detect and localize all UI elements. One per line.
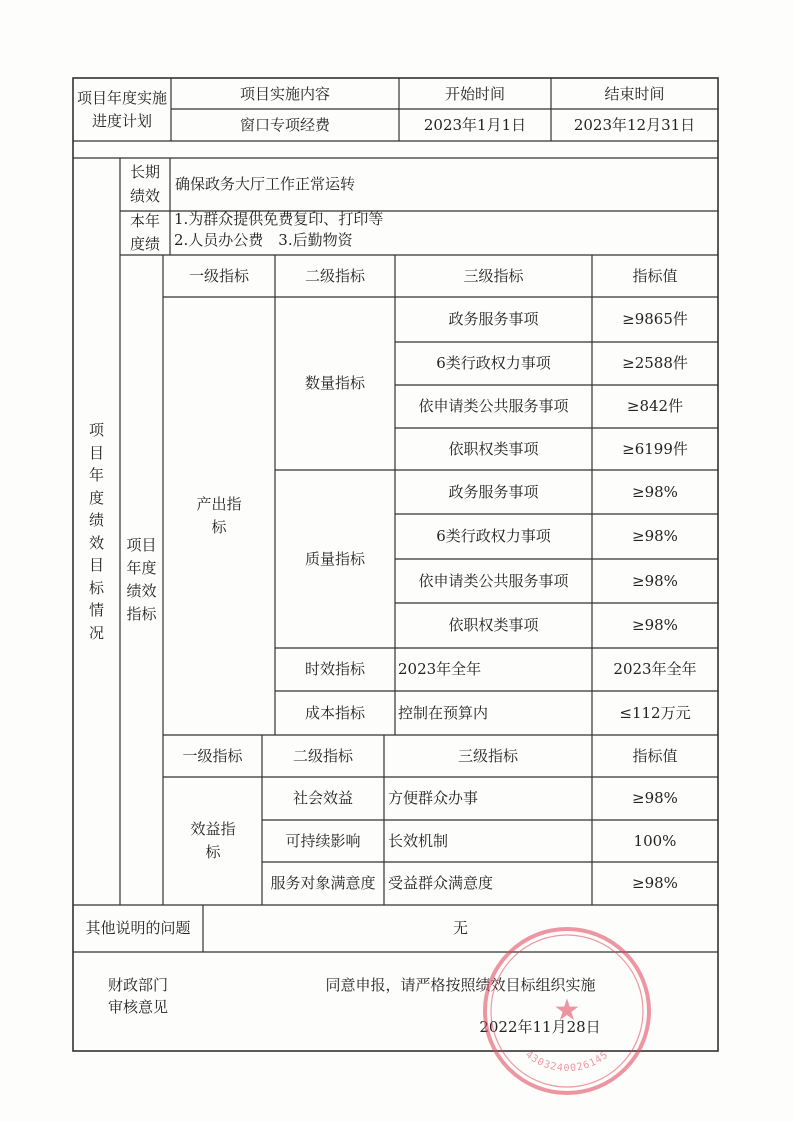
benefit-header-value: 指标值 xyxy=(632,746,678,765)
quality-item-name: 依职权类事项 xyxy=(448,616,539,635)
svg-text:★: ★ xyxy=(553,993,581,1028)
benefit-row-label: 社会效益 xyxy=(292,789,353,808)
timeliness-value: 2023年全年 xyxy=(613,660,697,679)
review-label-line2: 审核意见 xyxy=(107,997,168,1016)
long-term-goal: 确保政务大厅工作正常运转 xyxy=(175,175,356,194)
quality-item-value: ≥98% xyxy=(632,571,678,590)
official-seal-icon xyxy=(478,922,656,1100)
quantity-item-value: ≥842件 xyxy=(626,397,684,416)
benefit-level1-label: 效益指标 xyxy=(190,819,236,861)
benefit-row-name: 方便群众办事 xyxy=(388,789,479,808)
output-header-value: 指标值 xyxy=(632,266,678,285)
quality-item-value: ≥98% xyxy=(632,616,678,635)
other-label: 其他说明的问题 xyxy=(85,919,191,938)
goals-outer-label-cell xyxy=(73,158,120,905)
quantity-item-value: ≥6199件 xyxy=(622,439,688,458)
quality-item-name: 6类行政权力事项 xyxy=(436,527,551,546)
benefit-row-name: 长效机制 xyxy=(388,831,449,850)
quality-item-name: 依申请类公共服务事项 xyxy=(418,571,569,590)
output-header-level3: 三级指标 xyxy=(463,266,524,285)
benefit-row-value: 100% xyxy=(633,831,677,850)
benefit-header-level1: 一级指标 xyxy=(182,746,243,765)
quantity-item-name: 政务服务事项 xyxy=(448,310,539,329)
benefit-row-label: 可持续影响 xyxy=(285,831,361,850)
cost-label: 成本指标 xyxy=(304,703,365,722)
schedule-header-start: 开始时间 xyxy=(444,85,505,104)
timeliness-name: 2023年全年 xyxy=(398,660,482,679)
quantity-item-name: 6类行政权力事项 xyxy=(436,354,551,373)
annual-goal-line2: 2.人员办公费 3.后勤物资 xyxy=(174,230,353,249)
annual-label: 本年度绩 xyxy=(129,211,160,253)
quantity-label: 数量指标 xyxy=(304,374,365,393)
review-date: 2022年11月28日 xyxy=(479,1017,601,1036)
benefit-row-value: ≥98% xyxy=(632,874,678,893)
output-header-level1: 一级指标 xyxy=(188,266,249,285)
seal-number: 4303240026145 xyxy=(523,1049,611,1075)
schedule-header-content: 项目实施内容 xyxy=(239,85,330,104)
benefit-header-level3: 三级指标 xyxy=(457,746,518,765)
schedule-start-date: 2023年1月1日 xyxy=(423,115,527,134)
benefit-header-level2: 二级指标 xyxy=(292,746,353,765)
quantity-item-name: 依职权类事项 xyxy=(448,439,539,458)
benefit-row-name: 受益群众满意度 xyxy=(388,874,494,893)
output-level1-label: 产出指标 xyxy=(196,494,242,536)
review-opinion: 同意申报，请严格按照绩效目标组织实施 xyxy=(325,975,596,994)
svg-text:4303240026145 xyxy=(523,1049,611,1074)
annual-goal-line1: 1.为群众提供免费复印、打印等 xyxy=(174,209,384,228)
benefit-row-label: 服务对象满意度 xyxy=(270,874,376,893)
quality-item-value: ≥98% xyxy=(632,482,678,501)
quantity-item-name: 依申请类公共服务事项 xyxy=(418,397,569,416)
cost-value: ≤112万元 xyxy=(619,703,691,722)
long-term-label: 长期绩效 xyxy=(129,163,160,205)
review-label-line1: 财政部门 xyxy=(107,975,168,994)
benefit-row-value: ≥98% xyxy=(632,789,678,808)
quality-item-value: ≥98% xyxy=(632,527,678,546)
quality-item-name: 政务服务事项 xyxy=(448,482,539,501)
quantity-item-value: ≥2588件 xyxy=(622,354,688,373)
schedule-header-end: 结束时间 xyxy=(604,85,665,104)
quantity-item-value: ≥9865件 xyxy=(622,310,688,329)
cost-name: 控制在预算内 xyxy=(398,703,489,722)
schedule-label: 项目年度实施进度计划 xyxy=(76,88,167,130)
indicator-label: 项目年度绩效指标 xyxy=(126,535,157,624)
schedule-end-date: 2023年12月31日 xyxy=(573,115,696,134)
quality-label: 质量指标 xyxy=(304,549,365,568)
timeliness-label: 时效指标 xyxy=(304,660,365,679)
output-header-level2: 二级指标 xyxy=(304,266,365,285)
schedule-content: 窗口专项经费 xyxy=(239,115,330,134)
other-value: 无 xyxy=(452,919,468,938)
goals-outer-label: 项目年度绩效目标情况 xyxy=(88,421,104,642)
